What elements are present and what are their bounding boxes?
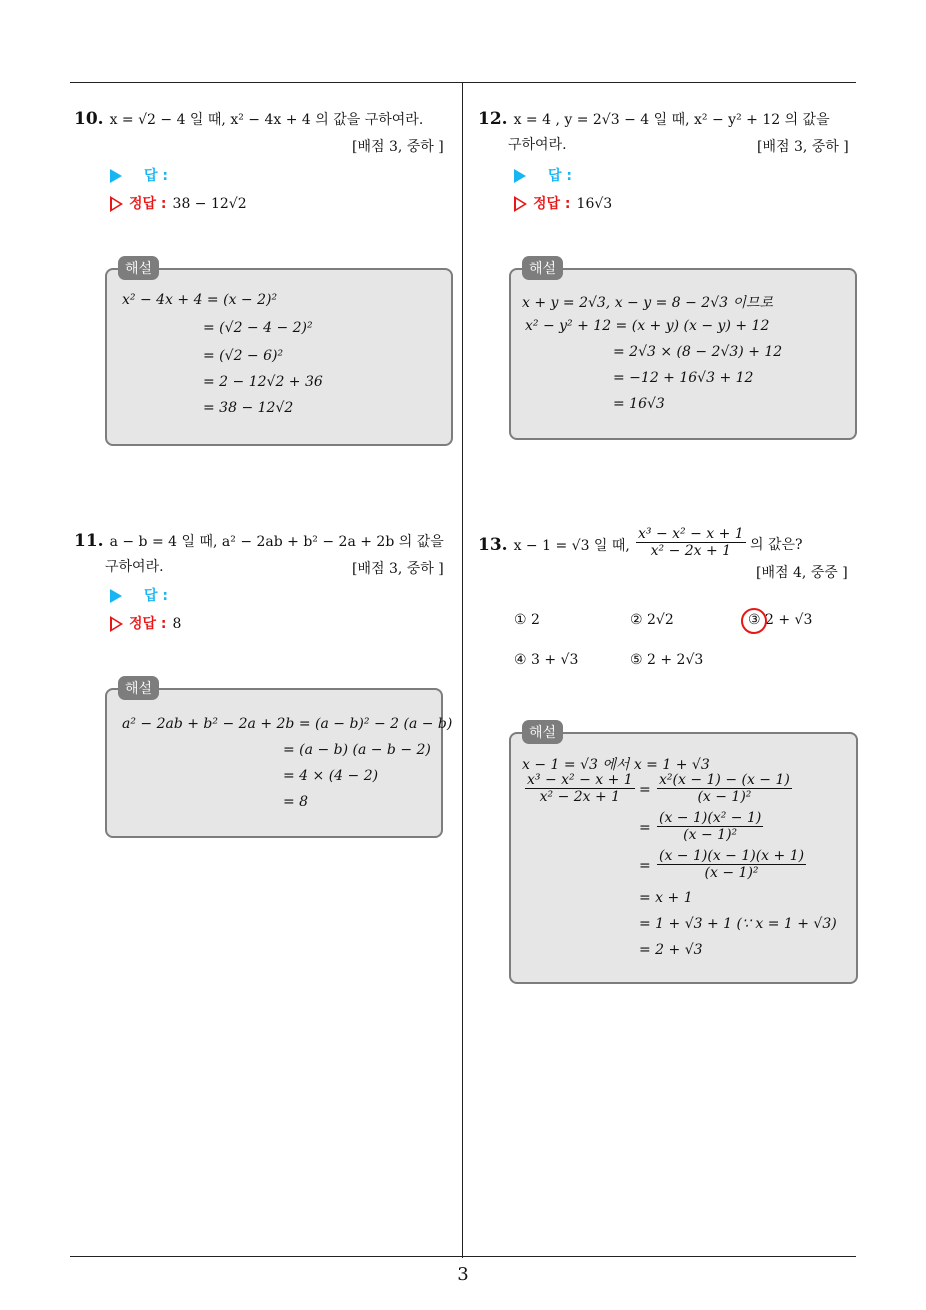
- equals-sign: =: [639, 782, 651, 798]
- question-text-cont: 구하여라.: [105, 559, 164, 575]
- score-label: [배점 3, 중하 ]: [352, 561, 444, 577]
- correct-value: 8: [172, 616, 182, 632]
- solution-line: = 2 + √3: [639, 942, 703, 958]
- solution-line: x² − y² + 12 = (x + y) (x − y) + 12: [525, 318, 770, 334]
- solution-tag: 해설: [522, 256, 563, 280]
- solution-line: x + y = 2√3, x − y = 8 − 2√3 이므로: [522, 295, 774, 311]
- answer-label: 답 :: [548, 168, 572, 184]
- question-text: x = 4 , y = 2√3 − 4 일 때, x² − y² + 12 의 값을: [513, 112, 830, 128]
- solution-line: = 16√3: [613, 396, 665, 412]
- solution-line: = (√2 − 6)²: [203, 348, 284, 364]
- choice-2[interactable]: ② 2√2: [630, 612, 674, 628]
- solution-line: = 4 × (4 − 2): [283, 768, 379, 784]
- column-divider: [462, 83, 463, 1258]
- solution-box: [105, 268, 453, 446]
- question-number: 11.: [74, 531, 104, 551]
- fraction-denominator: (x − 1)²: [697, 789, 752, 805]
- choice-5[interactable]: ⑤ 2 + 2√3: [630, 652, 704, 668]
- score-label: [배점 4, 중중 ]: [756, 565, 848, 581]
- bottom-rule: [70, 1256, 856, 1257]
- solution-line: x − 1 = √3 에서 x = 1 + √3: [522, 757, 710, 773]
- solution-line: = 2√3 × (8 − 2√3) + 12: [613, 344, 783, 360]
- outline-triangle-icon: [514, 196, 527, 212]
- equals-sign: =: [639, 820, 651, 836]
- solution-line: = (√2 − 4 − 2)²: [203, 320, 313, 336]
- fraction-numerator: (x − 1)(x² − 1): [659, 810, 762, 826]
- correct-answer-row: [110, 193, 247, 213]
- solution-line: x² − 4x + 4 = (x − 2)²: [122, 292, 278, 308]
- correct-label: 정답 :: [533, 196, 571, 212]
- solution-line: = 2 − 12√2 + 36: [203, 374, 323, 390]
- fraction-numerator: x²(x − 1) − (x − 1): [659, 772, 790, 788]
- question-12: [478, 106, 862, 133]
- top-rule: [70, 82, 856, 83]
- question-text: x − 1 = √3 일 때,: [513, 538, 630, 554]
- solution-lhs-fraction: [525, 772, 635, 805]
- correct-value: 16√3: [576, 196, 613, 212]
- equals-sign: =: [639, 858, 651, 874]
- correct-label: 정답 :: [129, 196, 167, 212]
- answer-row: [110, 585, 168, 605]
- solution-line: = 1 + √3 + 1 (∵ x = 1 + √3): [639, 916, 837, 932]
- question-13: [478, 532, 630, 559]
- play-icon: [514, 169, 526, 183]
- correct-value: 38 − 12√2: [172, 196, 247, 212]
- question-text: x = √2 − 4 일 때, x² − 4x + 4 의 값을 구하여라.: [109, 112, 424, 128]
- correct-answer-row: [110, 613, 181, 633]
- question-text-cont: 구하여라.: [508, 137, 567, 153]
- score-label: [배점 3, 중하 ]: [757, 139, 849, 155]
- correct-label: 정답 :: [129, 616, 167, 632]
- outline-triangle-icon: [110, 616, 123, 632]
- question-10: [74, 106, 458, 133]
- solution-line: = −12 + 16√3 + 12: [613, 370, 754, 386]
- question-text-post: 의 값은?: [750, 537, 803, 553]
- answer-row: [110, 165, 168, 185]
- choice-4[interactable]: ④ 3 + √3: [514, 652, 579, 668]
- play-icon: [110, 169, 122, 183]
- correct-answer-row: [514, 193, 612, 213]
- solution-step-fraction: [657, 810, 763, 843]
- question-11: [74, 528, 458, 555]
- choice-3[interactable]: ③ 2 + √3: [748, 612, 813, 628]
- fraction-numerator: (x − 1)(x − 1)(x + 1): [659, 848, 805, 864]
- answer-row: [514, 165, 572, 185]
- solution-line: = 38 − 12√2: [203, 400, 294, 416]
- solution-tag: 해설: [522, 720, 563, 744]
- choice-1[interactable]: ① 2: [514, 612, 540, 628]
- question-number: 12.: [478, 109, 508, 129]
- solution-tag: 해설: [118, 676, 159, 700]
- fraction-denominator: (x − 1)²: [704, 865, 759, 881]
- answer-label: 답 :: [144, 168, 168, 184]
- fraction-denominator: (x − 1)²: [683, 827, 738, 843]
- solution-box: [509, 268, 857, 440]
- question-fraction: [636, 526, 746, 559]
- solution-line: = x + 1: [639, 890, 693, 906]
- solution-box: [105, 688, 453, 838]
- question-text: a − b = 4 일 때, a² − 2ab + b² − 2a + 2b 의 값을: [109, 534, 444, 550]
- solution-step-fraction: [657, 772, 792, 805]
- fraction-numerator: x³ − x² − x + 1: [638, 526, 744, 542]
- solution-box: [509, 732, 858, 984]
- fraction-denominator: x² − 2x + 1: [539, 789, 621, 805]
- solution-line: a² − 2ab + b² − 2a + 2b = (a − b)² − 2 (a − b): [122, 716, 453, 732]
- outline-triangle-icon: [110, 196, 123, 212]
- solution-line: = (a − b) (a − b − 2): [283, 742, 431, 758]
- selected-mark-icon: [741, 608, 767, 634]
- solution-tag: 해설: [118, 256, 159, 280]
- answer-label: 답 :: [144, 588, 168, 604]
- question-number: 10.: [74, 109, 104, 129]
- score-label: [배점 3, 중하 ]: [352, 139, 444, 155]
- question-number: 13.: [478, 535, 508, 555]
- play-icon: [110, 589, 122, 603]
- fraction-denominator: x² − 2x + 1: [650, 543, 732, 559]
- page-number: 3: [457, 1264, 469, 1285]
- fraction-numerator: x³ − x² − x + 1: [527, 772, 633, 788]
- solution-step-fraction: [657, 848, 806, 881]
- solution-line: = 8: [283, 794, 309, 810]
